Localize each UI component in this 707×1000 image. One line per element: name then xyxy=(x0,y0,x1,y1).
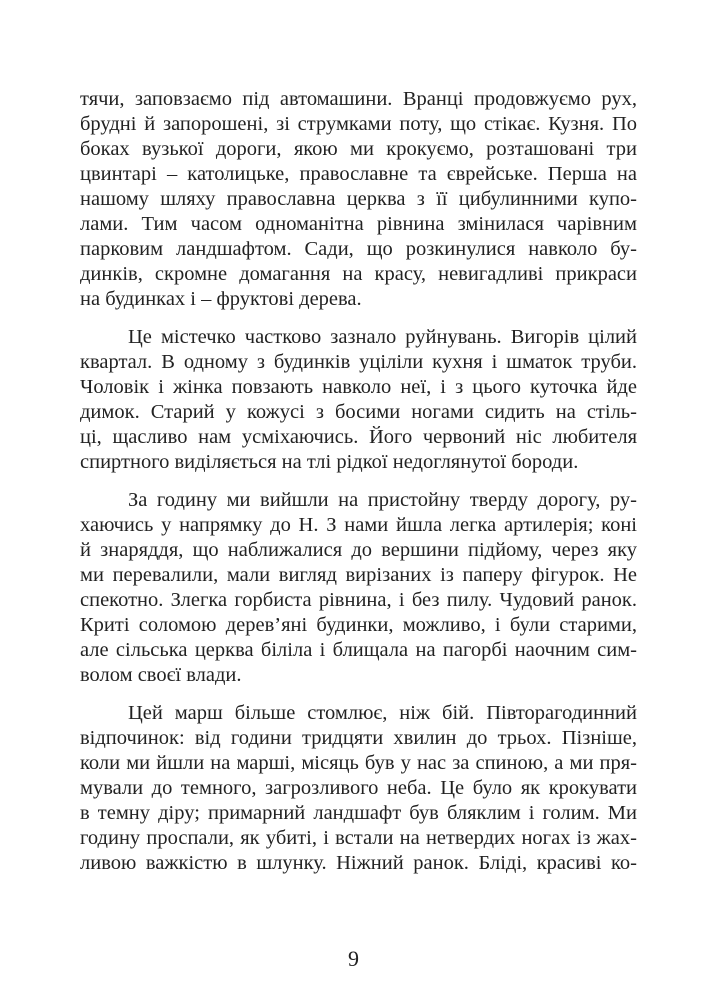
page-body xyxy=(80,87,637,889)
text-line: спиртного виділяється на тлі рідкої недоглянутої бороди. xyxy=(80,451,579,473)
text-line: За годину ми вийшли на пристойну тверду дорогу, ру- xyxy=(128,489,637,511)
text-line: мували до темного, загрозливого неба. Це було як крокувати xyxy=(80,777,637,799)
text-line: ці, щасливо нам усміхаючись. Його червоний ніс любителя xyxy=(80,426,637,448)
text-line: хаючись у напрямку до Н. З нами йшла легка артилерія; коні xyxy=(80,514,637,536)
paragraph xyxy=(80,87,637,312)
text-line: брудні й запорошені, зі струмками поту, що стікає. Кузня. По xyxy=(80,113,637,135)
paragraph xyxy=(80,488,637,688)
text-line: тячи, заповзаємо під автомашини. Вранці продовжуємо рух, xyxy=(80,88,637,110)
text-line: Це містечко частково зазнало руйнувань. Вигорів цілий xyxy=(128,326,637,348)
text-line: на будинках і – фруктові дерева. xyxy=(80,288,362,310)
text-line: волом своєї влади. xyxy=(80,664,242,686)
text-line: відпочинок: від години тридцяти хвилин до трьох. Пізніше, xyxy=(80,727,637,749)
text-line: коли ми йшли на марші, місяць був у нас за спиною, а ми пря- xyxy=(80,752,637,774)
text-line: боках вузької дороги, якою ми крокуємо, розташовані три xyxy=(80,138,637,160)
text-line: спекотно. Злегка горбиста рівнина, і без пилу. Чудовий ранок. xyxy=(80,589,637,611)
text-line: але сільська церква біліла і блищала на пагорбі наочним сим- xyxy=(80,639,637,661)
text-line: лами. Тим часом одноманітна рівнина змінилася чарівним xyxy=(80,213,637,235)
text-line: динків, скромне домагання на красу, невигадливі прикраси xyxy=(80,263,637,285)
page-number: 9 xyxy=(348,946,359,971)
text-line: цвинтарі – католицьке, православне та єврейське. Перша на xyxy=(80,163,637,185)
text-line: годину проспали, як убиті, і встали на нетвердих ногах із жах- xyxy=(80,827,637,849)
text-line: ливою важкістю в шлунку. Ніжний ранок. Бліді, красиві ко- xyxy=(80,852,637,874)
paragraph xyxy=(80,701,637,876)
text-line: Криті соломою дерев’яні будинки, можливо, і були старими, xyxy=(80,614,637,636)
text-line: й знаряддя, що наближалися до вершини підйому, через яку xyxy=(80,539,637,561)
text-line: в темну діру; примарний ландшафт був бляклим і голим. Ми xyxy=(80,802,637,824)
text-line: Чоловік і жінка повзають навколо неї, і з цього куточка йде xyxy=(80,376,637,398)
text-line: димок. Старий у кожусі з босими ногами сидить на стіль- xyxy=(80,401,637,423)
text-line: парковим ландшафтом. Сади, що розкинулися навколо бу- xyxy=(80,238,637,260)
paragraph xyxy=(80,325,637,475)
text-line: нашому шляху православна церква з її цибулинними купо- xyxy=(80,188,637,210)
text-line: ми перевалили, мали вигляд вирізаних із паперу фігурок. Не xyxy=(80,564,637,586)
text-line: квартал. В одному з будинків уціліли кухня і шматок труби. xyxy=(80,351,637,373)
text-line: Цей марш більше стомлює, ніж бій. Півторагодинний xyxy=(128,702,637,724)
